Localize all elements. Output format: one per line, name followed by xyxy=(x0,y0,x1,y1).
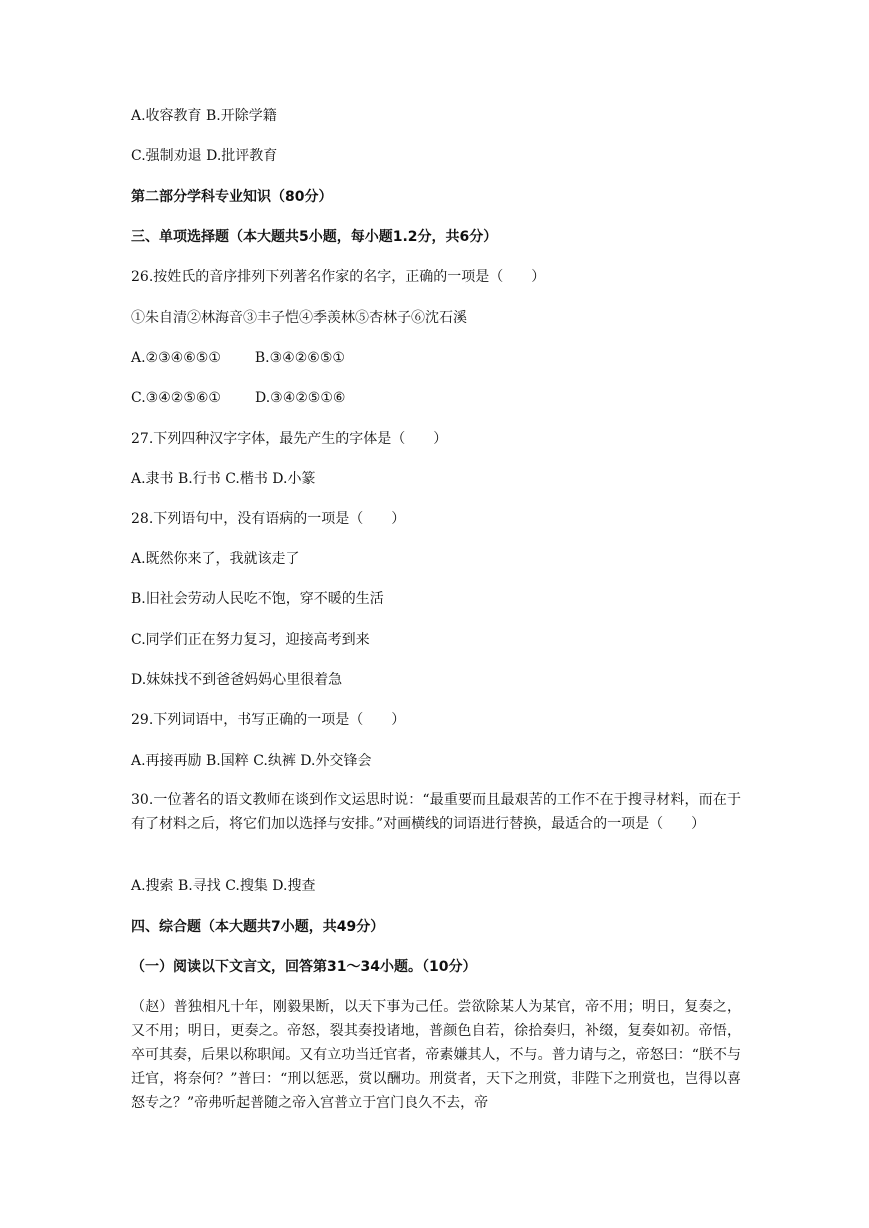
section-heading-part-two: 第二部分学科专业知识（80分） xyxy=(131,189,333,205)
option-a: A.②③④⑥⑤① xyxy=(131,350,221,366)
question-29-options: A.再接再励 B.国粹 C.纨裤 D.外交锋会 xyxy=(131,753,372,769)
question-26: 26.按姓氏的音序排列下列著名作家的名字，正确的一项是（ ） xyxy=(131,269,546,285)
section-heading-comprehensive: 四、综合题（本大题共7小题，共49分） xyxy=(131,919,385,935)
option-b: B.③④②⑥⑤① xyxy=(254,350,345,366)
classical-text-passage: （赵）普独相凡十年，刚毅果断，以天下事为己任。尝欲除某人为某官，帝不用；明日，复奏之，又不用；明日，更奏之。帝怒，裂其奏投诸地，普颜色自若，徐拾奏归，补缀，复奏如初。帝悟，卒可其奏，后果以称职闻。又有立功当迁官者，帝素嫌其人，不与。普力请与之，帝怒曰：“朕不与迁官，将奈何？”普曰：“刑以惩恶，赏以酬功。刑赏者，天下之刑赏，非陛下之刑赏也，岂得以喜怒专之？”帝弗听起普随之帝入宫普立于宫门良久不去，帝 xyxy=(131,999,741,1111)
question-26-names: ①朱自清②林海音③丰子恺④季羡林⑤杏林子⑥沈石溪 xyxy=(131,310,467,326)
option-d: D.③④②⑤①⑥ xyxy=(254,390,346,406)
question-28-option-c: C.同学们正在努力复习，迎接高考到来 xyxy=(131,632,370,648)
section-heading-single-choice: 三、单项选择题（本大题共5小题，每小题1.2分，共6分） xyxy=(131,229,498,245)
option-c: C.③④②⑤⑥① xyxy=(131,390,221,406)
question-28-option-b: B.旧社会劳动人民吃不饱，穿不暖的生活 xyxy=(131,591,384,607)
question-30-options: A.搜索 B.寻找 C.搜集 D.搜查 xyxy=(131,878,316,894)
option-line-c-d: C.强制劝退 D.批评教育 xyxy=(131,148,278,164)
question-27-options: A.隶书 B.行书 C.楷书 D.小篆 xyxy=(131,471,316,487)
question-30: 30.一位著名的语文教师在谈到作文运思时说：“最重要而且最艰苦的工作不在于搜寻材料，而在于有了材料之后，将它们加以选择与安排。”对画横线的词语进行替换，最适合的一项是（ ） xyxy=(131,792,741,832)
question-28-option-a: A.既然你来了，我就该走了 xyxy=(131,551,300,567)
question-29: 29.下列词语中，书写正确的一项是（ ） xyxy=(131,712,406,728)
question-28: 28.下列语句中，没有语病的一项是（ ） xyxy=(131,511,406,527)
question-26-options-cd xyxy=(131,388,741,408)
question-26-options-ab xyxy=(131,348,741,368)
question-28-option-d: D.妹妹找不到爸爸妈妈心里很着急 xyxy=(131,672,343,688)
subsection-heading-classical-text: （一）阅读以下文言文，回答第31～34小题。（10分） xyxy=(131,959,477,975)
question-27: 27.下列四种汉字字体，最先产生的字体是（ ） xyxy=(131,431,448,447)
option-line-a-b: A.收容教育 B.开除学籍 xyxy=(131,108,277,124)
